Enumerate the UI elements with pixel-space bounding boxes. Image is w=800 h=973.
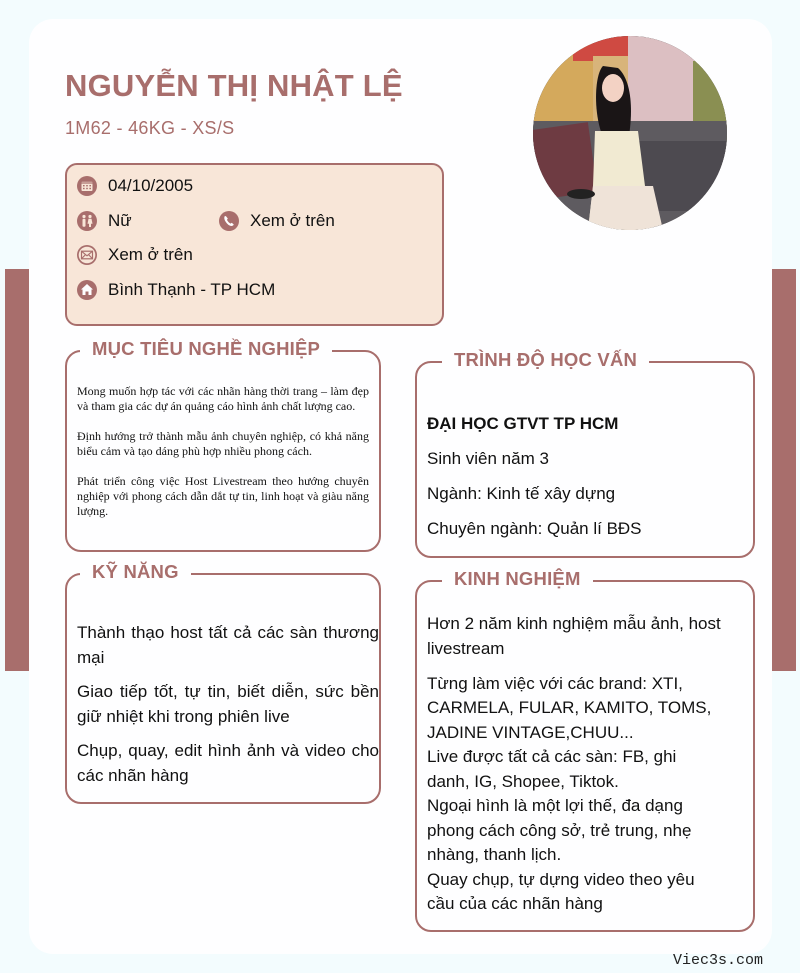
envelope-icon: [77, 245, 97, 265]
skill-item: Giao tiếp tốt, tự tin, biết diễn, sức bền giữ nhiệt khi trong phiên live: [77, 682, 379, 726]
left-decor-bar: [5, 269, 29, 671]
skills-list: [77, 621, 379, 798]
education-major: Ngành: Kinh tế xây dựng: [427, 484, 616, 503]
contact-address: [77, 280, 275, 300]
home-icon: [77, 280, 97, 300]
address-value: Bình Thạnh - TP HCM: [108, 280, 276, 299]
experience-item: Live được tất cả các sàn: FB, ghi danh, IG, Shopee, Tiktok.: [427, 747, 677, 791]
experience-item: Từng làm việc với các brand: XTI, CARMELA, FULAR, KAMITO, TOMS, JADINE VINTAGE,CHUU...: [427, 673, 712, 742]
objective-title: MỤC TIÊU NGHỀ NGHIỆP: [80, 338, 332, 360]
birthday-value: 04/10/2005: [108, 176, 194, 195]
education-list: [427, 412, 753, 552]
experience-title: KINH NGHIỆM: [442, 568, 593, 590]
email-value: Xem ở trên: [108, 245, 193, 264]
objective-paragraph: Phát triển công việc Host Livestream theo hướng chuyên nghiệp với phong cách dẫn dắt tự tin, linh hoạt và giàu năng lượng.: [77, 474, 369, 518]
skill-item: Chụp, quay, edit hình ảnh và video cho các nhãn hàng: [77, 741, 379, 785]
contact-phone: [219, 211, 335, 231]
experience-item: Hơn 2 năm kinh nghiệm mẫu ảnh, host livestream: [427, 614, 721, 658]
education-section: [415, 349, 755, 558]
watermark: Viec3s.com: [673, 952, 764, 969]
education-year: Sinh viên năm 3: [427, 449, 549, 468]
body-stats: 1M62 - 46KG - XS/S: [65, 118, 235, 138]
objective-paragraph: Mong muốn hợp tác với các nhãn hàng thời trang – làm đẹp và tham gia các dự án quảng cáo hình ảnh chất lượng cao.: [77, 384, 369, 413]
education-title: TRÌNH ĐỘ HỌC VẤN: [442, 349, 649, 371]
right-decor-bar: [772, 269, 796, 671]
avatar: [533, 36, 727, 230]
skills-title: KỸ NĂNG: [80, 561, 191, 583]
skills-section: [65, 561, 381, 804]
phone-value: Xem ở trên: [250, 211, 335, 230]
experience-item: Ngoại hình là một lợi thế, đa dạng phong cách công sở, trẻ trung, nhẹ nhàng, thanh lịch.: [427, 796, 692, 864]
candidate-name: NGUYỄN THỊ NHẬT LỆ: [65, 68, 403, 103]
calendar-icon: [77, 176, 97, 196]
education-specialization: Chuyên ngành: Quản lí BĐS: [427, 519, 642, 538]
experience-list: [427, 612, 723, 917]
experience-section: [415, 568, 755, 932]
objective-text: [77, 384, 369, 534]
gender-icon: [77, 211, 97, 231]
profile-photo-icon: [533, 36, 727, 230]
contact-gender: [77, 211, 132, 231]
education-school: ĐẠI HỌC GTVT TP HCM: [427, 414, 619, 433]
objective-section: [65, 338, 381, 552]
objective-paragraph: Định hướng trở thành mẫu ảnh chuyên nghiệp, có khả năng biểu cảm và tạo dáng phù hợp nhiều phong cách.: [77, 429, 369, 458]
experience-item: Quay chụp, tự dựng video theo yêu cầu của các nhãn hàng: [427, 869, 695, 913]
gender-value: Nữ: [108, 211, 132, 230]
contact-birthday: [77, 176, 193, 196]
contact-email: [77, 245, 193, 265]
skill-item: Thành thạo host tất cả các sàn thương mại: [77, 623, 379, 667]
phone-icon: [219, 211, 239, 231]
